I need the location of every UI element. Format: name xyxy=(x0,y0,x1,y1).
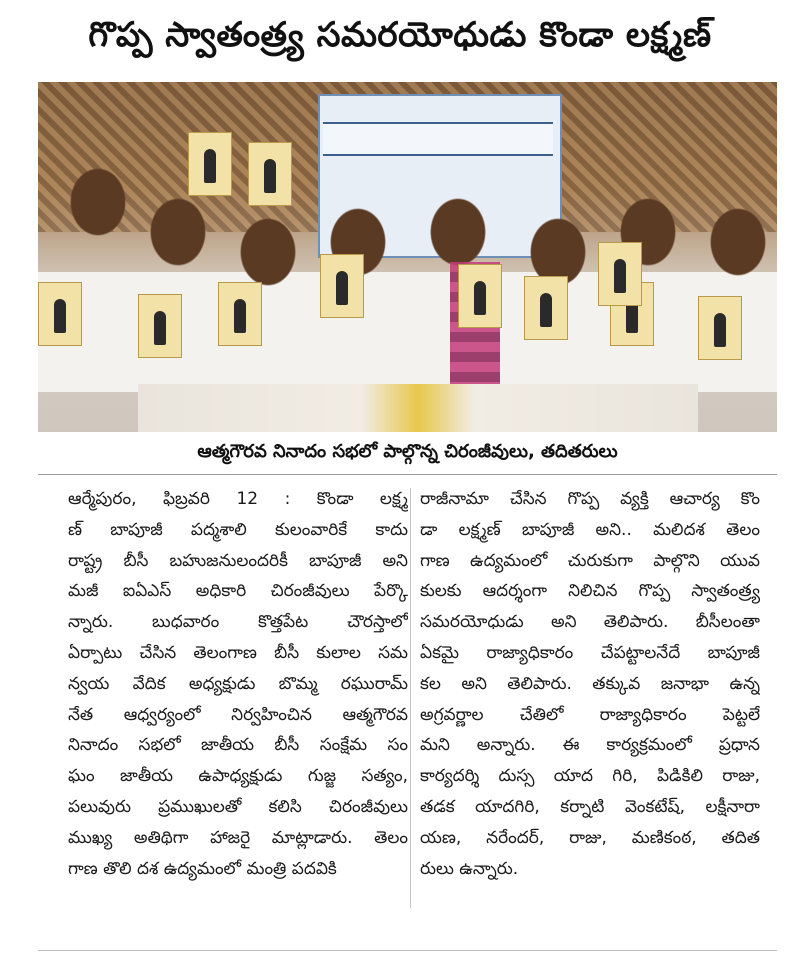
headline: గొప్ప స్వాతంత్ర్య సమరయోధుడు కొండా లక్ష్మణ్ xyxy=(88,15,712,55)
article-line: గాణ ఉద్యమంలో చురుకుగా పాల్గొని యువ xyxy=(420,550,760,571)
article-line: యణ, నరేందర్, రాజు, మణికంఠ, తదిత xyxy=(420,827,760,848)
article-line: ఏకమై రాజ్యాధికారం చేపట్టాలనేదే బాపూజీ xyxy=(420,642,760,663)
article-line: న్వయ వేదిక అధ్యక్షుడు బొమ్మ రఘురామ్ xyxy=(68,673,408,694)
article-line: నేత ఆధ్వర్యంలో నిర్వహించిన ఆత్మగౌరవ xyxy=(68,704,408,725)
held-pamphlet xyxy=(248,142,292,206)
article-line: కార్యదర్శి దుస్స యాద గిరి, పిడికిలి రాజు, xyxy=(420,766,760,787)
article-line: కులకు ఆదర్శంగా నిలిచిన గొప్ప స్వాతంత్ర్య xyxy=(420,581,760,602)
photo-banner-strip xyxy=(323,122,553,156)
held-pamphlet xyxy=(38,282,82,346)
article-line: న్నారు. బుధవారం కొత్తపేట చౌరస్తాలో xyxy=(68,612,408,633)
bottom-divider xyxy=(38,950,777,951)
held-pamphlet xyxy=(524,276,568,340)
article-line: మని అన్నారు. ఈ కార్యక్రమంలో ప్రధాన xyxy=(420,735,760,756)
article-line: రాజీనామా చేసిన గొప్ప వ్యక్తి ఆచార్య కొం xyxy=(420,489,760,509)
article-line: అగ్రవర్ణాల చేతిలో రాజ్యాధికారం పెట్టలే xyxy=(420,704,760,725)
article-line: ఆర్మేపురం, ఫిబ్రవరి 12 : కొండా లక్ష్మ xyxy=(68,489,408,509)
column-divider xyxy=(410,488,411,908)
article-line: రాష్ట్ర బీసీ బహుజనులందరికీ బాపూజీ అని xyxy=(68,550,408,571)
article-line: కల అని తెలిపారు. తక్కువ జనాభా ఉన్న xyxy=(420,673,760,694)
held-pamphlet xyxy=(188,132,232,196)
article-line: మజీ ఐఏఎస్ అధికారి చిరంజీవులు పేర్కొ xyxy=(68,581,408,602)
held-pamphlet xyxy=(698,296,742,360)
photo-caption: ఆత్మగౌరవ నినాదం సభలో పాల్గొన్న చిరంజీవులు, తదితరులు xyxy=(197,440,618,462)
held-pamphlet xyxy=(458,264,502,328)
photo-table xyxy=(138,384,698,432)
article-line: తడక యాదగిరి, కర్నాటి వెంకటేష్, లక్షీనారా xyxy=(420,796,760,817)
article-line: ముఖ్య అతిథిగా హాజరై మాట్లాడారు. తెలం xyxy=(68,827,408,848)
article-line: పలువురు ప్రముఖులతో కలిసి చిరంజీవులు xyxy=(68,796,408,817)
article-line: ఘం జాతీయ ఉపాధ్యక్షుడు గుజ్జ సత్యం, xyxy=(68,766,408,787)
article-line: రులు ఉన్నారు. xyxy=(420,858,519,879)
article-line: నినాదం సభలో జాతీయ బీసీ సంక్షేమ సం xyxy=(68,735,408,756)
article-column-right xyxy=(420,484,760,884)
held-pamphlet xyxy=(320,254,364,318)
held-pamphlet xyxy=(598,242,642,306)
held-pamphlet xyxy=(138,294,182,358)
article-line: ఏర్పాటు చేసిన తెలంగాణ బీసీ కులాల సమ xyxy=(68,642,408,663)
article-line: డా లక్ష్మణ్ బాపూజీ అని.. మలిదశ తెలం xyxy=(420,519,760,540)
article-column-left xyxy=(68,484,408,884)
article-line: గాణ తొలి దశ ఉద్యమంలో మంత్రి పదవికి xyxy=(68,858,337,879)
news-photo xyxy=(38,82,777,432)
caption-divider xyxy=(38,474,777,475)
article-line: ణ్ బాపూజీ పద్మశాలి కులంవారికే కాదు xyxy=(68,519,408,540)
article-line: సమరయోధుడు అని తెలిపారు. బీసీలంతా xyxy=(420,612,760,633)
held-pamphlet xyxy=(218,282,262,346)
